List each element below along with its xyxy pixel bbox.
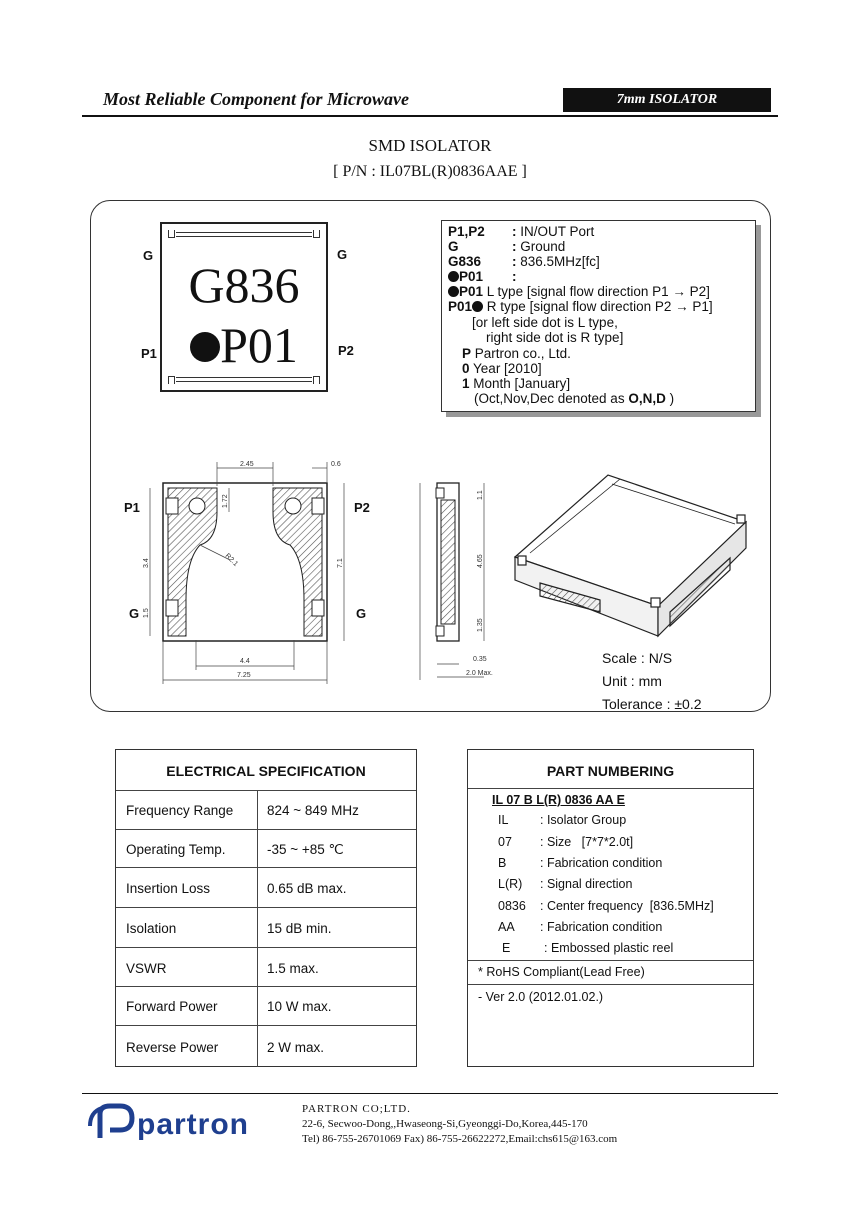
part-desc: : Center frequency [836.5MHz] bbox=[540, 899, 714, 913]
part-key: 07 bbox=[498, 835, 512, 849]
label-p2-bottom: P2 bbox=[354, 500, 370, 515]
brand-name: partron bbox=[137, 1108, 249, 1141]
part-desc: : Isolator Group bbox=[540, 813, 627, 827]
part-number-line: [ P/N : IL07BL(R)0836AAE ] bbox=[333, 163, 527, 180]
label-g-bottom-left: G bbox=[129, 606, 140, 621]
part-desc: : Embossed plastic reel bbox=[544, 941, 674, 955]
part-numbering-table bbox=[467, 749, 754, 1067]
legend-note: right side dot is R type] bbox=[486, 330, 624, 345]
dim-label: R2.1 bbox=[223, 552, 239, 568]
electrical-spec-table bbox=[115, 749, 417, 1067]
spec-value: -35 ~ +85 ℃ bbox=[267, 842, 344, 857]
dim-label: 2.0 Max. bbox=[466, 670, 493, 677]
terminal-g-right bbox=[312, 600, 324, 616]
legend-value: Year [2010] bbox=[473, 361, 542, 376]
dim-label: 1.35 bbox=[477, 618, 484, 632]
unit-note: Unit : mm bbox=[602, 673, 662, 689]
dim-label: 0.6 bbox=[331, 461, 341, 468]
company-contact: Tel) 86-755-26701069 Fax) 86-755-26622272,Email:chs615@163.com bbox=[302, 1133, 618, 1145]
part-numbering-title: PART NUMBERING bbox=[546, 763, 675, 779]
via-hole-right bbox=[285, 498, 301, 514]
dim-label: 7.25 bbox=[237, 672, 251, 679]
product-tag: 7mm ISOLATOR bbox=[563, 88, 771, 112]
version-note: - Ver 2.0 (2012.01.02.) bbox=[478, 990, 604, 1004]
dim-label: 1.5 bbox=[143, 608, 150, 618]
terminal-p1 bbox=[166, 498, 178, 514]
spec-value: 2 W max. bbox=[267, 1040, 325, 1055]
label-p1: P1 bbox=[141, 346, 157, 361]
part-key: 0836 bbox=[498, 899, 526, 913]
legend-value: R type [signal flow direction P2 → P1] bbox=[486, 299, 713, 314]
part-desc: : Size [7*7*2.0t] bbox=[540, 835, 634, 849]
legend-key: P bbox=[462, 346, 472, 361]
dim-label: 3.4 bbox=[143, 558, 150, 568]
part-desc: : Fabrication condition bbox=[540, 856, 663, 870]
via-hole-left bbox=[189, 498, 205, 514]
part-key: E bbox=[502, 941, 511, 955]
legend-months: O,N,D bbox=[628, 391, 666, 406]
spec-param: Frequency Range bbox=[126, 803, 234, 818]
label-p2: P2 bbox=[338, 343, 354, 358]
electrical-spec-title: ELECTRICAL SPECIFICATION bbox=[166, 763, 366, 779]
page-title: SMD ISOLATOR bbox=[368, 136, 492, 155]
spec-value: 1.5 max. bbox=[267, 961, 319, 976]
legend-key: 1 bbox=[462, 376, 470, 391]
legend-sep: : bbox=[512, 269, 517, 284]
spec-param: Isolation bbox=[126, 921, 177, 936]
spec-value: 0.65 dB max. bbox=[267, 881, 347, 896]
legend-key: 0 bbox=[462, 361, 470, 376]
legend-sep: : bbox=[512, 239, 517, 254]
scale-note: Scale : N/S bbox=[602, 650, 673, 666]
side-view-body bbox=[441, 500, 455, 624]
legend-sep: : bbox=[512, 254, 517, 269]
company-address: 22-6, Secwoo-Dong,,Hwaseong-Si,Gyeonggi-Do,Korea,445-170 bbox=[302, 1118, 588, 1130]
part-desc: : Signal direction bbox=[540, 877, 633, 891]
dim-label: 4.4 bbox=[240, 658, 250, 665]
dim-label: 2.45 bbox=[240, 461, 254, 468]
legend-value: 836.5MHz[fc] bbox=[520, 254, 600, 269]
spec-param: VSWR bbox=[126, 961, 167, 976]
part-code: IL 07 B L(R) 0836 AA E bbox=[492, 793, 625, 807]
company-name: PARTRON CO;LTD. bbox=[302, 1103, 411, 1115]
dim-label: 1.72 bbox=[222, 494, 229, 508]
dim-label: 4.65 bbox=[477, 554, 484, 568]
dim-label: 7.1 bbox=[337, 558, 344, 568]
chip-marking-code-text: P01 bbox=[220, 317, 298, 373]
legend-value: Partron co., Ltd. bbox=[474, 346, 571, 361]
legend-sep: : bbox=[512, 224, 517, 239]
spec-value: 15 dB min. bbox=[267, 921, 332, 936]
spec-param: Insertion Loss bbox=[126, 881, 211, 896]
spec-param: Operating Temp. bbox=[126, 842, 226, 857]
legend-value: Ground bbox=[520, 239, 566, 254]
label-g-left: G bbox=[143, 248, 154, 263]
terminal-g-left bbox=[166, 600, 178, 616]
isometric-view bbox=[515, 475, 746, 636]
legend-key: P1,P2 bbox=[448, 224, 485, 239]
legend-note: ) bbox=[669, 391, 675, 406]
part-key: B bbox=[498, 856, 507, 870]
tolerance-note: Tolerance : ±0.2 bbox=[602, 696, 702, 712]
part-desc: : Fabrication condition bbox=[540, 920, 663, 934]
label-p1-bottom: P1 bbox=[124, 500, 140, 515]
legend-key: P01 bbox=[448, 299, 473, 314]
spec-value: 824 ~ 849 MHz bbox=[267, 803, 359, 818]
legend-value: L type [signal flow direction P1 → P2] bbox=[486, 284, 710, 299]
footer-rule bbox=[82, 1093, 778, 1094]
part-key: L(R) bbox=[498, 877, 523, 891]
legend-key: P01 bbox=[459, 269, 484, 284]
dim-label: 1.1 bbox=[477, 490, 484, 500]
chip-marking-freq: G836 bbox=[188, 257, 300, 313]
legend-note: (Oct,Nov,Dec denoted as bbox=[474, 391, 625, 406]
legend-key: G836 bbox=[448, 254, 482, 269]
rohs-note: * RoHS Compliant(Lead Free) bbox=[478, 965, 645, 979]
legend-value: IN/OUT Port bbox=[520, 224, 595, 239]
terminal-p2 bbox=[312, 498, 324, 514]
partron-logo-icon bbox=[86, 1102, 136, 1142]
part-key: IL bbox=[498, 813, 509, 827]
legend-key: P01 bbox=[459, 284, 484, 299]
spec-param: Reverse Power bbox=[126, 1040, 219, 1055]
spec-value: 10 W max. bbox=[267, 999, 332, 1014]
label-g-bottom-right: G bbox=[356, 606, 367, 621]
dim-label: 0.35 bbox=[473, 656, 487, 663]
legend-key: G bbox=[448, 239, 459, 254]
part-key: AA bbox=[498, 920, 515, 934]
tagline: Most Reliable Component for Microwave bbox=[103, 89, 409, 109]
legend-value: Month [January] bbox=[473, 376, 571, 391]
spec-param: Forward Power bbox=[126, 999, 218, 1014]
label-g-right: G bbox=[337, 247, 348, 262]
legend-note: [or left side dot is L type, bbox=[472, 315, 618, 330]
